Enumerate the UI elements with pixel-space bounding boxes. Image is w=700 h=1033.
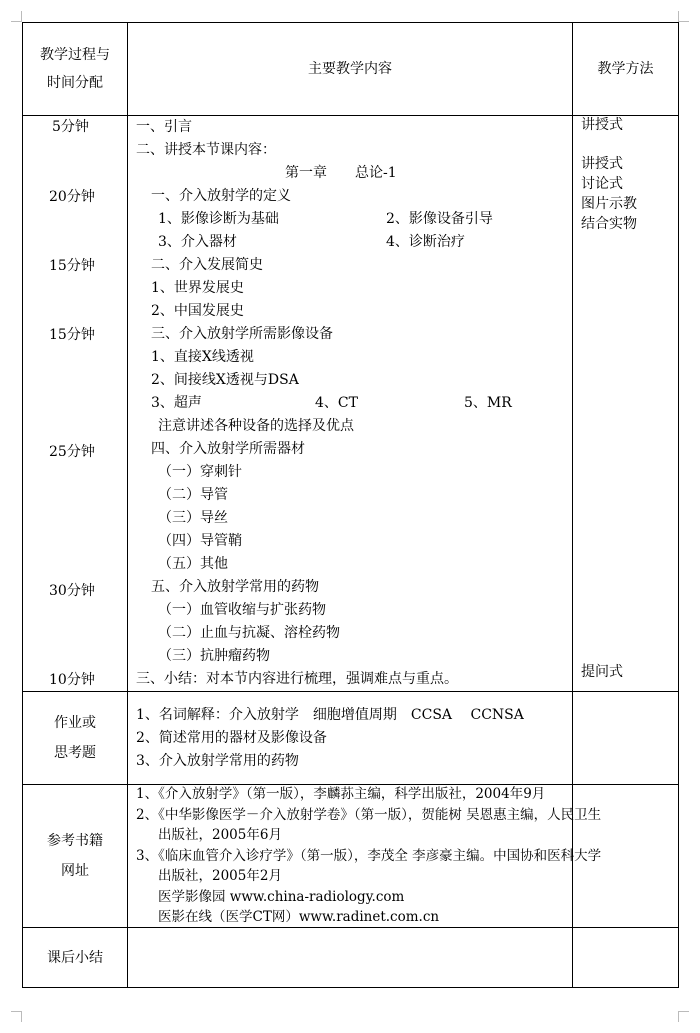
content-line: （四）导管鞘 [158,533,242,549]
content-line: （二）止血与抗凝、溶栓药物 [158,625,340,641]
content-line: （三）抗肿瘤药物 [158,648,270,664]
header-process-time [23,23,128,116]
header-row [23,23,679,116]
content-line: 2、中国发展史 [151,303,244,319]
content-line: （五）其他 [158,556,228,572]
content-line: 4、CT [315,395,358,411]
time-slot: 25分钟 [49,444,95,460]
homework-row [23,692,679,785]
content-row [23,116,679,692]
content-line: 二、讲授本节课内容： [136,142,276,158]
time-slot: 10分钟 [49,672,95,688]
page-corner-mark [678,1011,689,1022]
summary-row [23,928,679,988]
references-label [23,785,128,928]
header-method: 教学方法 [573,23,679,116]
reference-line: 出版社，2005年2月 [158,868,282,884]
references-row [23,785,679,928]
summary-method-cell [573,928,679,988]
content-line: （三）导丝 [158,510,228,526]
header-main-content: 主要教学内容 [128,23,573,116]
reference-website: 医学影像园 www.china-radiology.com [158,889,405,905]
content-line: 注意讲述各种设备的选择及优点 [158,418,354,434]
content-line: 1、直接X线透视 [151,349,254,365]
page-corner-mark [11,1011,22,1022]
references-label-line2: 网址 [61,863,89,879]
time-slot: 15分钟 [49,327,95,343]
content-line: 三、介入放射学所需影像设备 [151,326,333,342]
time-column [23,116,128,692]
content-line: 1、世界发展史 [151,280,244,296]
reference-line: 3、《临床血管介入诊疗学》（第一版），李茂全 李彦豪主编。中国协和医科大学 [136,848,602,864]
header-process-line1: 教学过程与 [40,47,110,63]
homework-label-line1: 作业或 [54,715,96,731]
summary-content [128,928,573,988]
homework-method-cell [573,692,679,785]
content-line: （二）导管 [158,487,228,503]
method-item: 讲授式 [581,156,623,172]
content-line: 三、小结：对本节内容进行梳理，强调难点与重点。 [136,671,458,687]
content-line: （一）穿刺针 [158,464,242,480]
reference-website: 医影在线（医学CT网）www.radinet.com.cn [158,909,440,925]
content-line: 一、引言 [136,119,192,135]
content-line: 四、介入放射学所需器材 [151,441,305,457]
homework-item: 2、简述常用的器材及影像设备 [136,730,327,746]
homework-label-line2: 思考题 [54,745,96,761]
method-item: 结合实物 [581,216,637,232]
reference-line: 1、《介入放射学》（第一版），李麟荪主编，科学出版社，2004年9月 [136,786,546,802]
content-line: 3、介入器材 [158,234,237,250]
homework-item: 3、介入放射学常用的药物 [136,753,299,769]
content-line: 2、影像设备引导 [386,211,493,227]
chapter-title: 第一章 总论-1 [285,165,397,181]
homework-content [128,692,573,785]
time-slot: 30分钟 [49,583,95,599]
content-column [128,116,573,692]
page-corner-mark [678,11,689,22]
time-slot: 20分钟 [49,189,95,205]
page-corner-mark [11,11,22,22]
content-line: 4、诊断治疗 [386,234,465,250]
method-item: 提问式 [581,664,623,680]
lesson-plan-table [22,22,679,988]
method-item: 讲授式 [581,117,623,133]
method-item: 讨论式 [581,176,623,192]
method-column [573,116,679,692]
time-slot: 5分钟 [52,119,89,135]
reference-line: 出版社，2005年6月 [158,827,282,843]
content-line: 一、介入放射学的定义 [151,188,291,204]
references-content [128,785,602,928]
content-line: 3、超声 [151,395,202,411]
header-process-line2: 时间分配 [47,75,103,91]
homework-item: 1、名词解释：介入放射学 细胞增值周期 CCSA CCNSA [136,707,524,723]
homework-label [23,692,128,785]
time-slot: 15分钟 [49,258,95,274]
method-item: 图片示教 [581,196,637,212]
reference-line: 2、《中华影像医学－介入放射学卷》（第一版），贺能树 吴恩惠主编，人民卫生 [136,807,602,823]
summary-label: 课后小结 [23,928,128,988]
content-line: 2、间接线X透视与DSA [151,372,299,388]
content-line: 五、介入放射学常用的药物 [151,579,319,595]
references-label-line1: 参考书籍 [47,833,103,849]
content-line: （一）血管收缩与扩张药物 [158,602,326,618]
content-line: 5、MR [464,395,512,411]
content-line: 二、介入发展简史 [151,257,263,273]
content-line: 1、影像诊断为基础 [158,211,279,227]
